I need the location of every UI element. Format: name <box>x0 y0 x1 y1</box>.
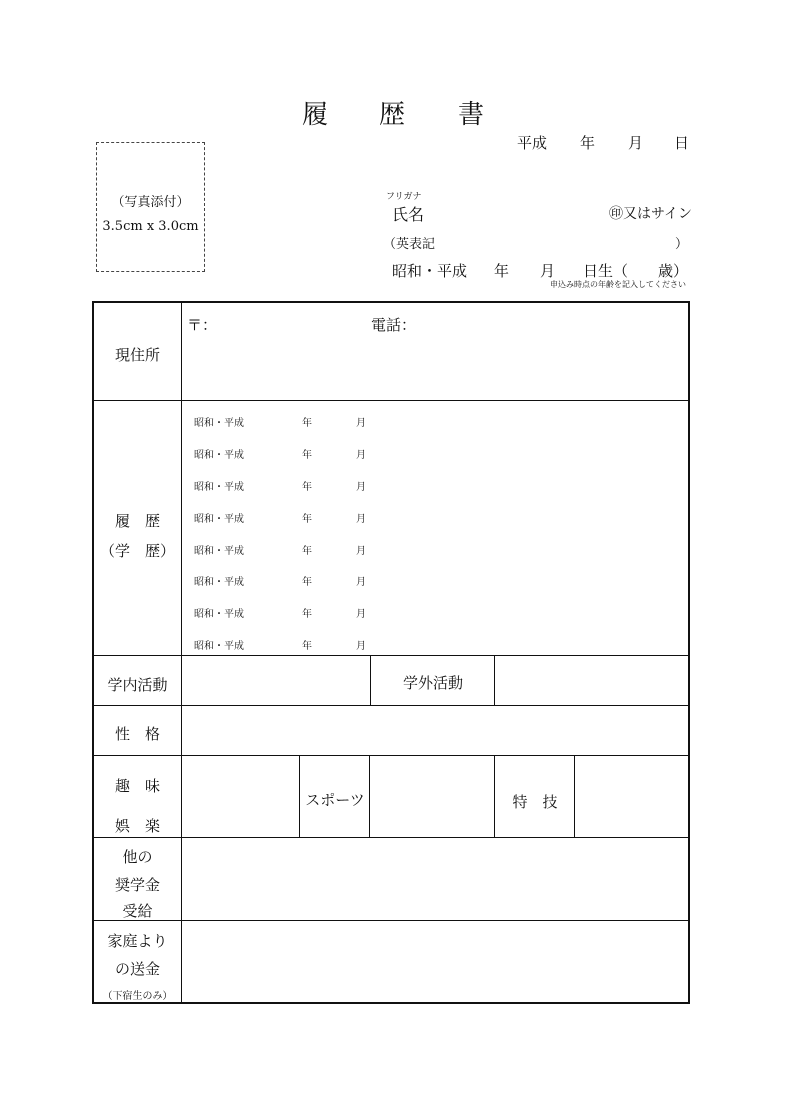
birth-age: 歳） <box>658 262 689 280</box>
history-month: 月 <box>356 546 366 557</box>
row-divider-activities <box>94 705 690 706</box>
remittance-field[interactable] <box>183 922 688 1002</box>
history-label: 履 歴 <box>114 512 160 530</box>
postal-code-field[interactable]: 〒： <box>187 316 218 334</box>
photo-instruction: （写真添付） <box>111 195 190 210</box>
date-year: 年 <box>580 134 596 152</box>
campus-activities-field[interactable] <box>183 657 369 704</box>
row-divider-hobbies <box>94 837 690 838</box>
skills-label: 特 技 <box>512 793 558 811</box>
history-era: 昭和・平成 <box>194 641 244 652</box>
title-char-2: 歴 <box>379 100 406 130</box>
campus-activities-label: 学内活動 <box>107 676 168 694</box>
history-era: 昭和・平成 <box>194 609 244 620</box>
entertainment-label: 娯 楽 <box>114 817 160 835</box>
row-divider-scholarship <box>94 920 690 921</box>
history-year: 年 <box>302 641 312 652</box>
scholarship-label-1: 他の <box>122 848 153 866</box>
history-era: 昭和・平成 <box>194 418 244 429</box>
history-year: 年 <box>302 418 312 429</box>
history-month: 月 <box>356 514 366 525</box>
birth-day: 日生（ <box>583 262 629 280</box>
age-note: 申込み時点の年齢を記入してください <box>550 280 686 289</box>
history-year: 年 <box>302 609 312 620</box>
activities-divider-2 <box>494 655 495 705</box>
history-sublabel: （学 歴） <box>99 542 175 560</box>
birth-era: 昭和・平成 <box>392 262 468 280</box>
history-month: 月 <box>356 418 366 429</box>
hobbies-divider-3 <box>494 755 495 837</box>
name-label: 氏名 <box>392 205 425 224</box>
personality-field[interactable] <box>183 707 688 754</box>
history-month: 月 <box>356 450 366 461</box>
birth-month: 月 <box>540 262 556 280</box>
hobbies-divider-1 <box>299 755 300 837</box>
scholarship-field[interactable] <box>183 839 688 919</box>
history-month: 月 <box>356 641 366 652</box>
english-close: ） <box>675 237 689 252</box>
date-day: 日 <box>674 134 690 152</box>
sports-label: スポーツ <box>305 791 365 809</box>
row-divider-personality <box>94 755 690 756</box>
seal-sign-label: ㊞又はサイン <box>609 206 693 222</box>
birth-year: 年 <box>494 262 510 280</box>
title-char-1: 履 <box>302 100 329 130</box>
scholarship-label-3: 受給 <box>122 902 153 920</box>
history-year: 年 <box>302 514 312 525</box>
address-label: 現住所 <box>114 346 160 364</box>
date-era: 平成 <box>517 134 548 152</box>
label-column-divider <box>181 303 182 1004</box>
resume-table <box>92 301 690 1004</box>
phone-field[interactable]: 電話： <box>371 316 417 334</box>
history-era: 昭和・平成 <box>194 482 244 493</box>
history-era: 昭和・平成 <box>194 546 244 557</box>
furigana-label: フリガナ <box>386 192 422 202</box>
english-open: （英表記 <box>383 237 436 252</box>
title-char-3: 書 <box>458 100 485 130</box>
history-month: 月 <box>356 609 366 620</box>
history-era: 昭和・平成 <box>194 577 244 588</box>
date-month: 月 <box>628 134 644 152</box>
row-divider-address <box>94 400 690 401</box>
personality-label: 性 格 <box>114 725 160 743</box>
history-year: 年 <box>302 577 312 588</box>
outside-activities-label: 学外活動 <box>402 674 463 692</box>
history-month: 月 <box>356 577 366 588</box>
activities-divider-1 <box>370 655 371 705</box>
skills-field[interactable] <box>576 757 688 836</box>
scholarship-label-2: 奨学金 <box>114 876 160 894</box>
row-divider-history <box>94 655 690 656</box>
history-month: 月 <box>356 482 366 493</box>
history-year: 年 <box>302 482 312 493</box>
history-year: 年 <box>302 546 312 557</box>
sports-field[interactable] <box>371 757 493 836</box>
photo-box[interactable] <box>96 142 205 272</box>
remittance-label-2: の送金 <box>114 960 160 978</box>
hobbies-divider-4 <box>574 755 575 837</box>
remittance-label-1: 家庭より <box>107 932 168 950</box>
hobbies-divider-2 <box>369 755 370 837</box>
remittance-note: （下宿生のみ） <box>102 991 173 1002</box>
photo-size: 3.5cm x 3.0cm <box>102 219 199 234</box>
hobbies-field[interactable] <box>183 757 298 836</box>
hobbies-label: 趣 味 <box>114 777 160 795</box>
history-year: 年 <box>302 450 312 461</box>
history-era: 昭和・平成 <box>194 514 244 525</box>
history-era: 昭和・平成 <box>194 450 244 461</box>
outside-activities-field[interactable] <box>496 657 688 704</box>
